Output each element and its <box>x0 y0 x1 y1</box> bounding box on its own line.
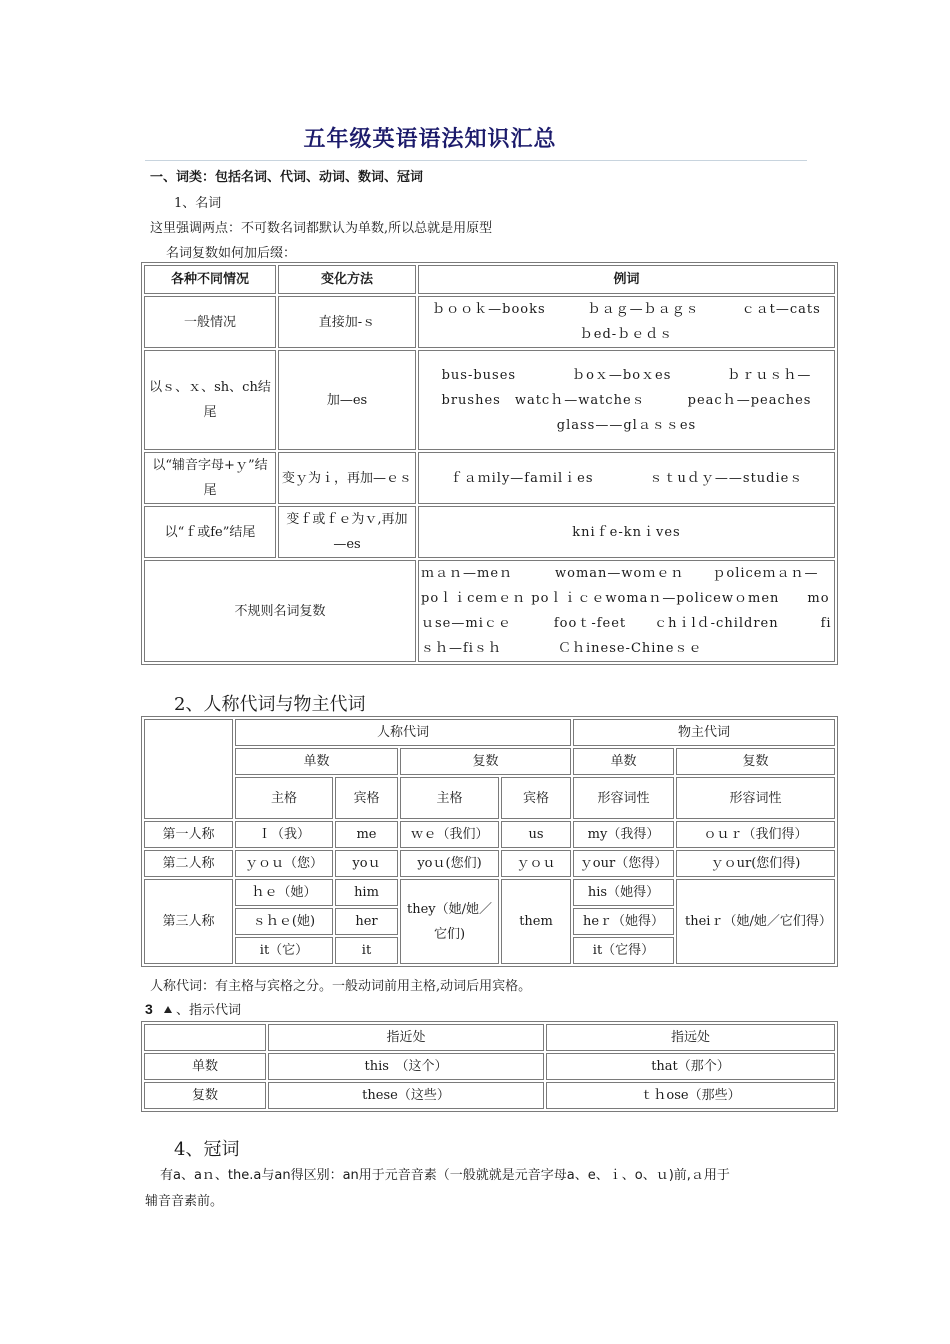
pronoun-cell: ｙour（您得） <box>573 850 674 877</box>
bullet-icon <box>161 1003 175 1015</box>
article-text-line1: 有a、aｎ、the.a与an得区别：an用于元音音素（一般就就是元音字母a、e、ｉ、o、ｕ)前,ａ用于 <box>160 1168 730 1183</box>
pronoun-cell: ｓｈｅ(她) <box>235 908 333 935</box>
page-title: 五年级英语语法知识汇总 <box>303 126 557 152</box>
pronoun-cell: my（我得） <box>573 821 674 848</box>
examples-cell: ｆａｍily—faｍilｉes ｓｔuｄｙ——studieｓ <box>418 452 835 504</box>
pronoun-cell: these（这些） <box>268 1082 544 1109</box>
pronoun-cell: theiｒ（她/她／它们得） <box>676 879 835 964</box>
demonstrative-label: 、指示代词 <box>175 1003 241 1018</box>
section1-heading: 一、词类：包括名词、代词、动词、数词、冠词 <box>150 170 424 185</box>
group-header: 人称代词 <box>235 719 571 746</box>
pronoun-cell: it <box>335 937 398 964</box>
pronoun-cell: yoｕ <box>335 850 398 877</box>
noun-note: 这里强调两点：不可数名词都默认为单数,所以总就是用原型 <box>150 221 493 236</box>
pronoun-cell: it（它得） <box>573 937 674 964</box>
table-row <box>144 850 835 877</box>
pronoun-table <box>141 716 838 967</box>
noun-plural-table <box>141 262 854 665</box>
case-header: 主格 <box>235 777 333 819</box>
pronoun-cell: her <box>335 908 398 935</box>
examples-cell: kniｆe-knｉves <box>418 506 835 558</box>
pronoun-cell: ｔｈose（那些） <box>546 1082 835 1109</box>
case-header: 宾格 <box>501 777 571 819</box>
pronoun-note: 人称代词：有主格与宾格之分。一般动词前用主格,动词后用宾格。 <box>150 979 532 994</box>
number-header: 复数 <box>676 748 835 775</box>
method-cell: 变ｆ或ｆｅ为ｖ,再加—es <box>278 506 416 558</box>
pronoun-cell: ｙｏur(您们得) <box>676 850 835 877</box>
pronoun-cell: ｙｏｕ（您） <box>235 850 333 877</box>
pronoun-cell: heｒ（她得） <box>573 908 674 935</box>
method-cell: 变ｙ为ｉ，再加—ｅｓ <box>278 452 416 504</box>
person-label: 第三人称 <box>144 879 233 964</box>
pronoun-cell: ｏｕｒ（我们得） <box>676 821 835 848</box>
pronoun-cell: they（她/她／它们) <box>400 879 499 964</box>
case-cell: 一般情况 <box>144 296 276 348</box>
column-header: 指近处 <box>268 1024 544 1051</box>
noun-heading: 1、名词 <box>174 196 222 211</box>
table-row <box>144 452 835 504</box>
table-header: 例词 <box>418 265 835 294</box>
table-row <box>144 296 835 348</box>
pronoun-cell: ｙｏｕ <box>501 850 571 877</box>
table-row <box>144 560 835 662</box>
pronoun-cell: me <box>335 821 398 848</box>
pronoun-cell: it（它） <box>235 937 333 964</box>
case-cell: 以“ｆ或fe”结尾 <box>144 506 276 558</box>
pronoun-cell: ｈｅ（她） <box>235 879 333 906</box>
article-text-line2: 辅音音素前。 <box>145 1194 224 1209</box>
pronoun-cell: us <box>501 821 571 848</box>
pronoun-cell: ｗｅ（我们） <box>400 821 499 848</box>
section-number: 3 <box>145 1001 153 1017</box>
divider <box>145 160 807 161</box>
table-row <box>144 1082 835 1109</box>
examples-cell: bus-buses ｂoｘ—boｘes ｂｒｕｓｈ—brushes watcｈ—watcheｓ peacｈ—peaches glass——glａｓｓes <box>418 350 835 450</box>
pronoun-cell: this （这个） <box>268 1053 544 1080</box>
number-header: 单数 <box>573 748 674 775</box>
case-cell: 以ｓ、ｘ、sh、ch结尾 <box>144 350 276 450</box>
pronoun-cell: Ｉ（我） <box>235 821 333 848</box>
number-header: 单数 <box>235 748 398 775</box>
demonstrative-table <box>141 1021 838 1112</box>
case-header: 形容词性 <box>676 777 835 819</box>
table-header: 各种不同情况 <box>144 265 276 294</box>
pronoun-cell: his（她得） <box>573 879 674 906</box>
article-heading: 4、冠词 <box>174 1139 240 1160</box>
person-label: 第一人称 <box>144 821 233 848</box>
examples-cell: ｍａｎ—meｎ woman—woｍｅｎ ｐoliceｍａｎ—poｌｉceｍｅｎ poｌｉｃｅwomaｎ—policewｏmen moｕse—miｃｅ fooｔ-feet ｃhｉlｄ-children fiｓｈ—fiｓｈ Ｃｈinese-Chineｓｅ <box>418 560 835 662</box>
case-cell: 以“辅音字母+ｙ”结尾 <box>144 452 276 504</box>
pronoun-cell: him <box>335 879 398 906</box>
corner-cell <box>144 1024 266 1051</box>
table-row <box>144 1053 835 1080</box>
corner-cell <box>144 719 233 819</box>
pronoun-heading: 2、人称代词与物主代词 <box>174 694 366 715</box>
number-header: 复数 <box>400 748 571 775</box>
demonstrative-heading <box>145 999 241 1018</box>
table-header: 变化方法 <box>278 265 416 294</box>
pronoun-cell: that（那个） <box>546 1053 835 1080</box>
method-cell: 直接加-ｓ <box>278 296 416 348</box>
pronoun-cell: them <box>501 879 571 964</box>
method-cell: 加—es <box>278 350 416 450</box>
case-header: 主格 <box>400 777 499 819</box>
table-row <box>144 350 835 450</box>
group-header: 物主代词 <box>573 719 835 746</box>
case-cell: 不规则名词复数 <box>144 560 416 662</box>
column-header: 指远处 <box>546 1024 835 1051</box>
table-row <box>144 879 835 906</box>
table-row <box>144 821 835 848</box>
row-label: 单数 <box>144 1053 266 1080</box>
pronoun-cell: yoｕ(您们) <box>400 850 499 877</box>
case-header: 形容词性 <box>573 777 674 819</box>
plural-intro: 名词复数如何加后缀： <box>166 246 297 261</box>
person-label: 第二人称 <box>144 850 233 877</box>
row-label: 复数 <box>144 1082 266 1109</box>
examples-cell: ｂｏｏｋ—books ｂａｇ—ｂａｇｓ ｃａt—cats ｂed-ｂｅｄｓ <box>418 296 835 348</box>
case-header: 宾格 <box>335 777 398 819</box>
table-row <box>144 506 835 558</box>
